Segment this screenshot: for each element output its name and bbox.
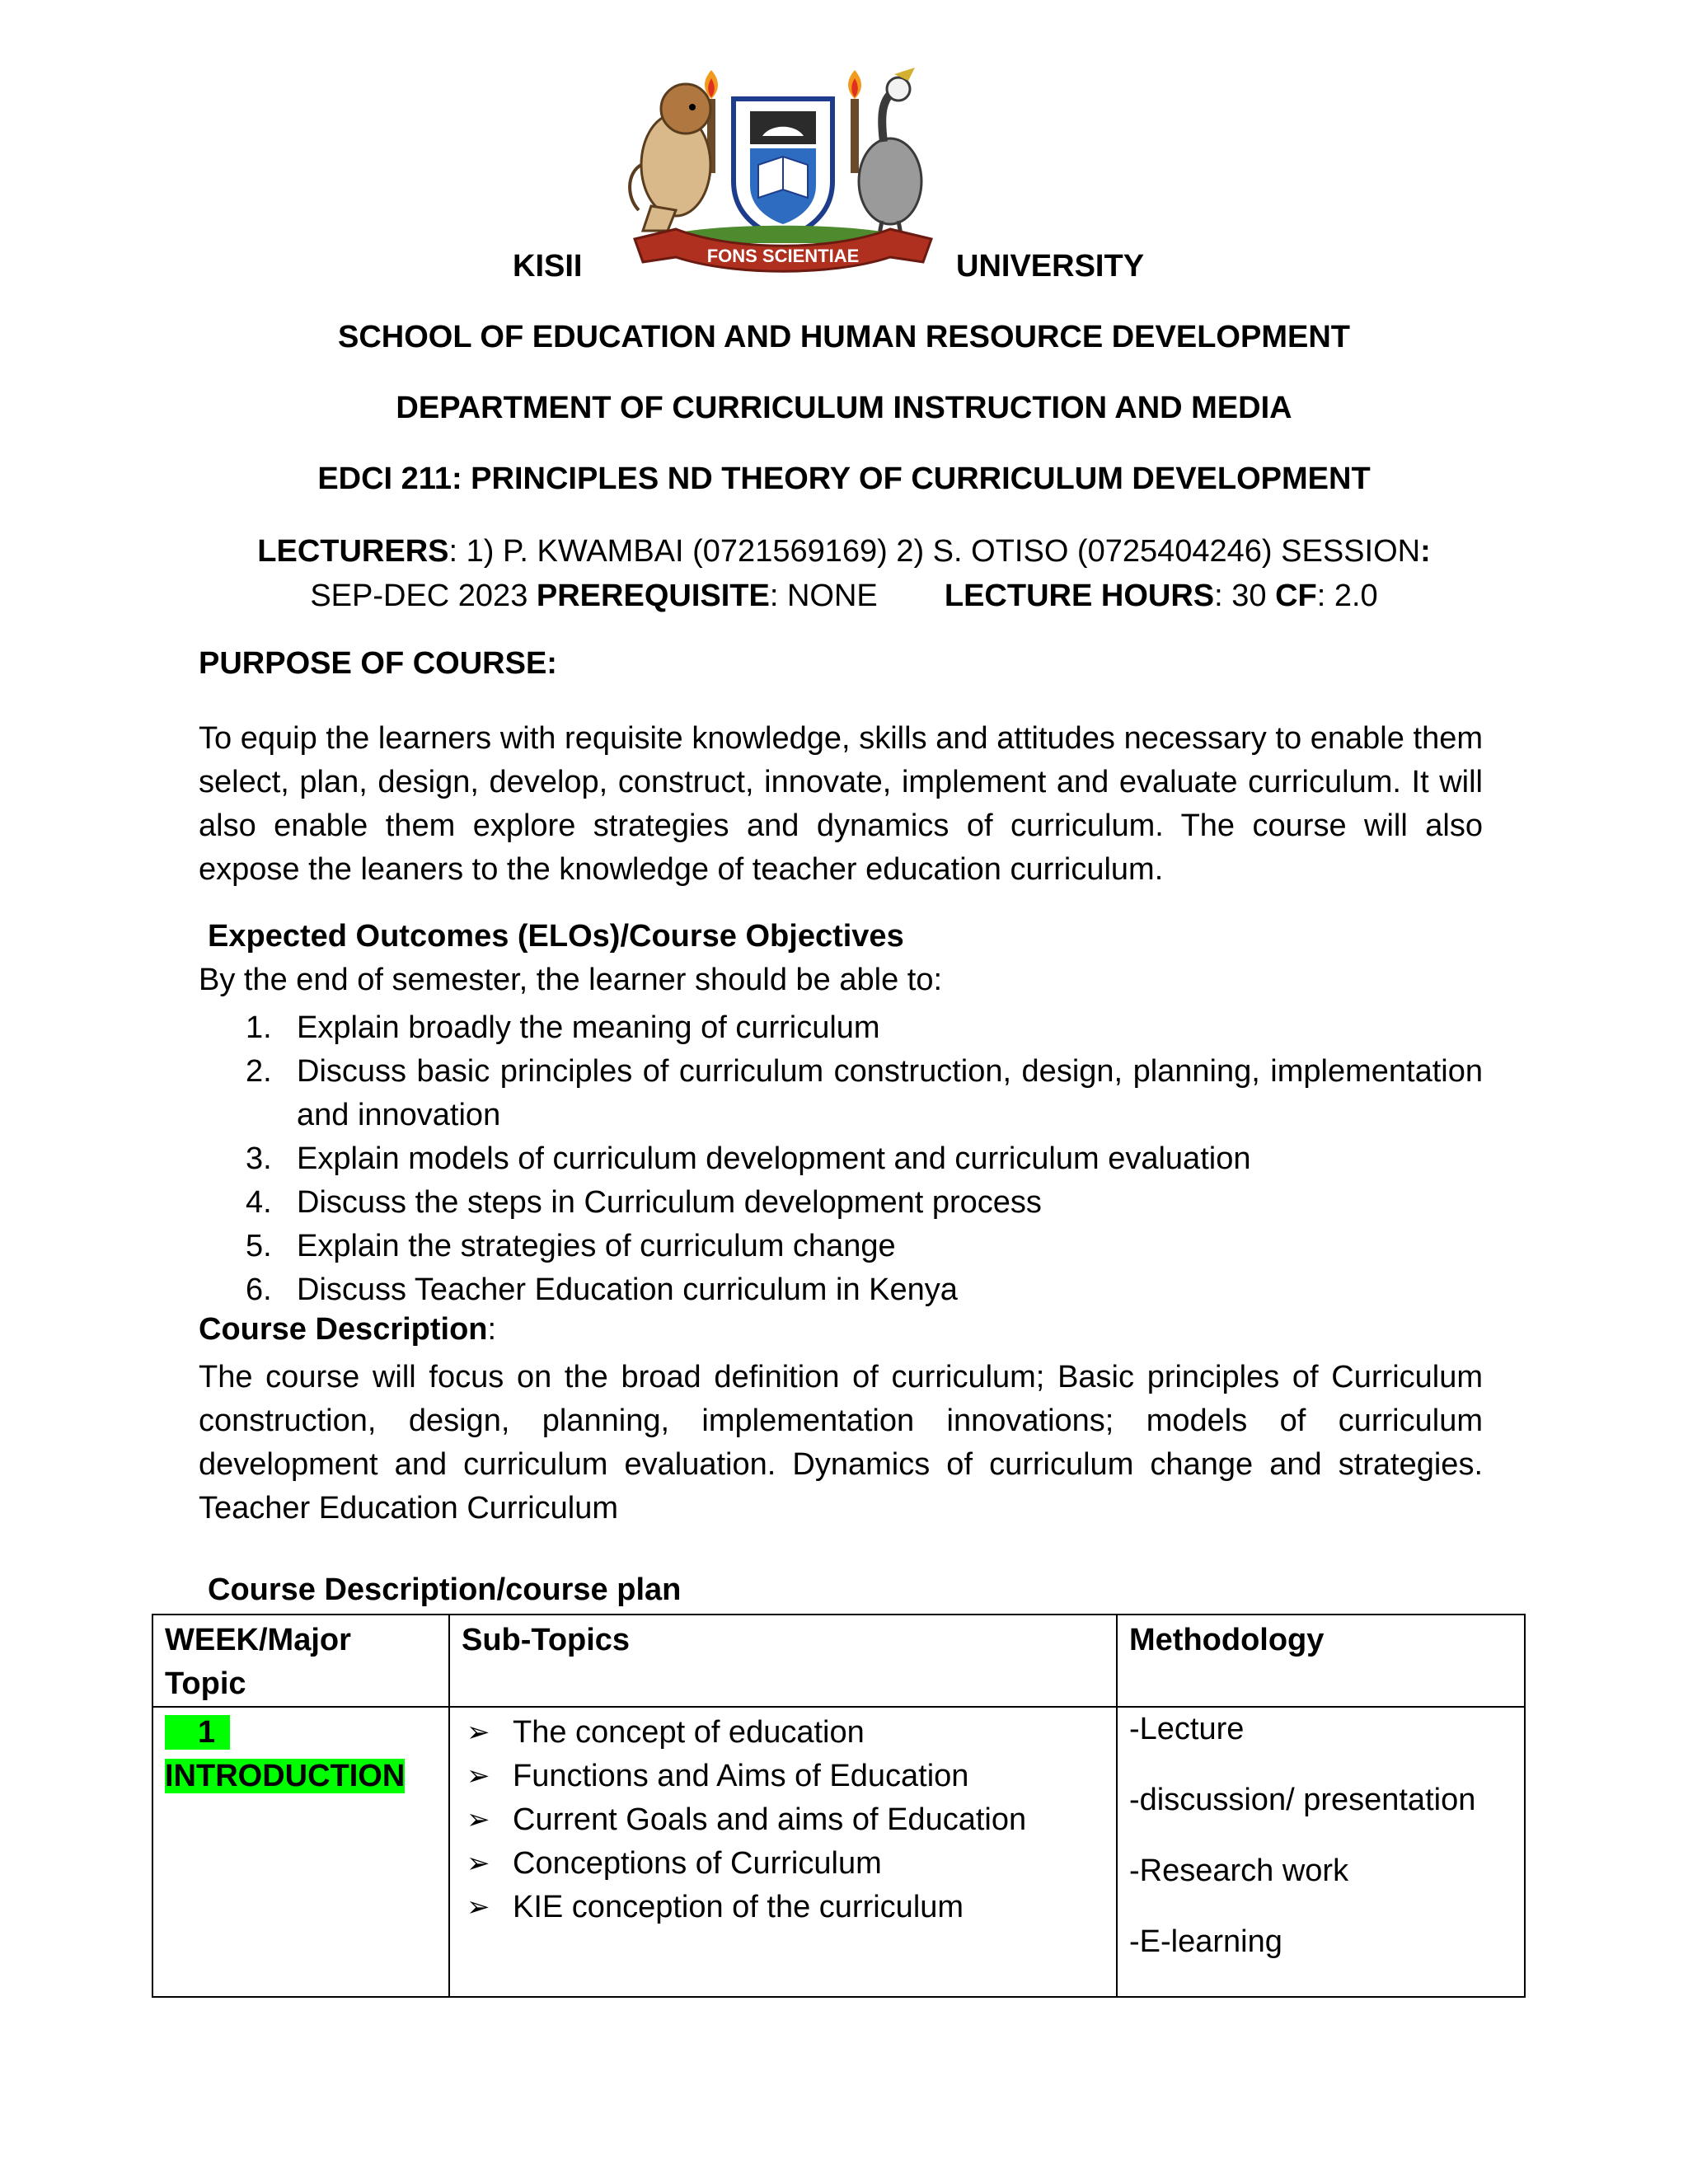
svg-text:FONS SCIENTIAE: FONS SCIENTIAE bbox=[706, 246, 860, 266]
lecture-hours-label: LECTURE HOURS bbox=[944, 579, 1215, 613]
week-number: 1 bbox=[165, 1715, 230, 1750]
arrow-bullet-icon: ➢ bbox=[467, 1891, 490, 1923]
column-header-methodology: Methodology bbox=[1117, 1615, 1525, 1707]
subtopics-list bbox=[462, 1708, 1104, 1929]
arrow-bullet-icon: ➢ bbox=[467, 1804, 490, 1835]
method-item: -Research work bbox=[1129, 1854, 1349, 1888]
method-item: -discussion/ presentation bbox=[1129, 1783, 1476, 1817]
major-topic: INTRODUCTION bbox=[165, 1759, 406, 1793]
table-header-row bbox=[152, 1615, 1525, 1707]
arrow-bullet-icon: ➢ bbox=[467, 1717, 490, 1748]
week-cell bbox=[152, 1707, 449, 1997]
prerequisite-value: : NONE bbox=[769, 579, 878, 613]
course-title: EDCI 211: PRINCIPLES ND THEORY OF CURRICULUM DEVELOPMENT bbox=[317, 462, 1371, 496]
purpose-heading: PURPOSE OF COURSE: bbox=[199, 646, 557, 681]
crane-supporter-icon bbox=[859, 68, 921, 243]
lecturers-value: : 1) P. KWAMBAI (0721569169) 2) S. OTISO (0725404246) SESSION bbox=[448, 534, 1421, 569]
outcomes-list bbox=[246, 1006, 1483, 1312]
list-item: 6. Discuss Teacher Education curriculum in Kenya bbox=[246, 1272, 958, 1307]
purpose-paragraph: To equip the learners with requisite knowledge, skills and attitudes necessary to enable them select, plan, design, develop, construct, innovate, implement and evaluate curriculum. It will also enable them explore strategies and dynamics of curriculum. The course will also expose the leaners to the knowledge of teacher education curriculum. bbox=[199, 721, 1483, 887]
outcomes-heading: Expected Outcomes (ELOs)/Course Objectives bbox=[208, 919, 904, 954]
list-item: 5. Explain the strategies of curriculum change bbox=[246, 1229, 896, 1263]
lion-supporter-icon bbox=[630, 84, 710, 231]
lecture-hours-value: : 30 bbox=[1214, 579, 1267, 613]
shield-icon bbox=[734, 99, 832, 239]
methodology-cell bbox=[1117, 1707, 1525, 1997]
lecturers-line bbox=[165, 529, 1523, 574]
list-item: ➢ Current Goals and aims of Education bbox=[467, 1798, 1104, 1842]
institution-name-right: UNIVERSITY bbox=[956, 249, 1145, 284]
cf-value: : 2.0 bbox=[1316, 579, 1378, 613]
arrow-bullet-icon: ➢ bbox=[467, 1848, 490, 1879]
session-line bbox=[165, 574, 1523, 618]
session-value: SEP-DEC 2023 bbox=[310, 579, 528, 613]
table-row bbox=[152, 1707, 1525, 1997]
kisii-university-crest-logo bbox=[618, 66, 948, 280]
description-paragraph: The course will focus on the broad definition of curriculum; Basic principles of Curriculum construction, design, planning, implementation innovations; models of curriculum development and curriculum evaluation. Dynamics of curriculum change and strategies. Teacher Education Curriculum bbox=[199, 1360, 1483, 1526]
session-colon: : bbox=[1420, 534, 1431, 569]
column-header-subtopics: Sub-Topics bbox=[449, 1615, 1117, 1707]
lecturers-label: LECTURERS bbox=[257, 534, 449, 569]
institution-name-left: KISII bbox=[513, 249, 583, 284]
course-plan-heading: Course Description/course plan bbox=[208, 1572, 682, 1607]
description-heading: Course Description: bbox=[199, 1312, 497, 1347]
right-torch-icon bbox=[848, 70, 861, 173]
list-item: ➢ Functions and Aims of Education bbox=[467, 1755, 1104, 1798]
list-item: ➢ KIE conception of the curriculum bbox=[467, 1886, 1104, 1929]
list-item: 4. Discuss the steps in Curriculum development process bbox=[246, 1185, 1042, 1220]
list-item: 2. Discuss basic principles of curriculum construction, design, planning, implementation and innovation bbox=[246, 1054, 1483, 1132]
list-item: ➢ Conceptions of Curriculum bbox=[467, 1842, 1104, 1886]
school-name: SCHOOL OF EDUCATION AND HUMAN RESOURCE DEVELOPMENT bbox=[337, 320, 1350, 354]
method-item: -E-learning bbox=[1129, 1924, 1282, 1959]
course-plan-table bbox=[152, 1614, 1526, 1998]
list-item: ➢ The concept of education bbox=[467, 1711, 1104, 1755]
prerequisite-label: PREREQUISITE bbox=[536, 579, 770, 613]
subtopics-cell bbox=[449, 1707, 1117, 1997]
column-header-week: WEEK/Major Topic bbox=[152, 1615, 449, 1707]
list-item: 3. Explain models of curriculum development and curriculum evaluation bbox=[246, 1141, 1251, 1176]
arrow-bullet-icon: ➢ bbox=[467, 1760, 490, 1792]
outcomes-intro: By the end of semester, the learner should be able to: bbox=[199, 963, 943, 997]
cf-label: CF bbox=[1275, 579, 1317, 613]
list-item: 1. Explain broadly the meaning of curriculum bbox=[246, 1010, 880, 1045]
course-info-block bbox=[165, 529, 1523, 618]
department-name: DEPARTMENT OF CURRICULUM INSTRUCTION AND MEDIA bbox=[396, 391, 1292, 425]
method-item: -Lecture bbox=[1129, 1712, 1245, 1746]
